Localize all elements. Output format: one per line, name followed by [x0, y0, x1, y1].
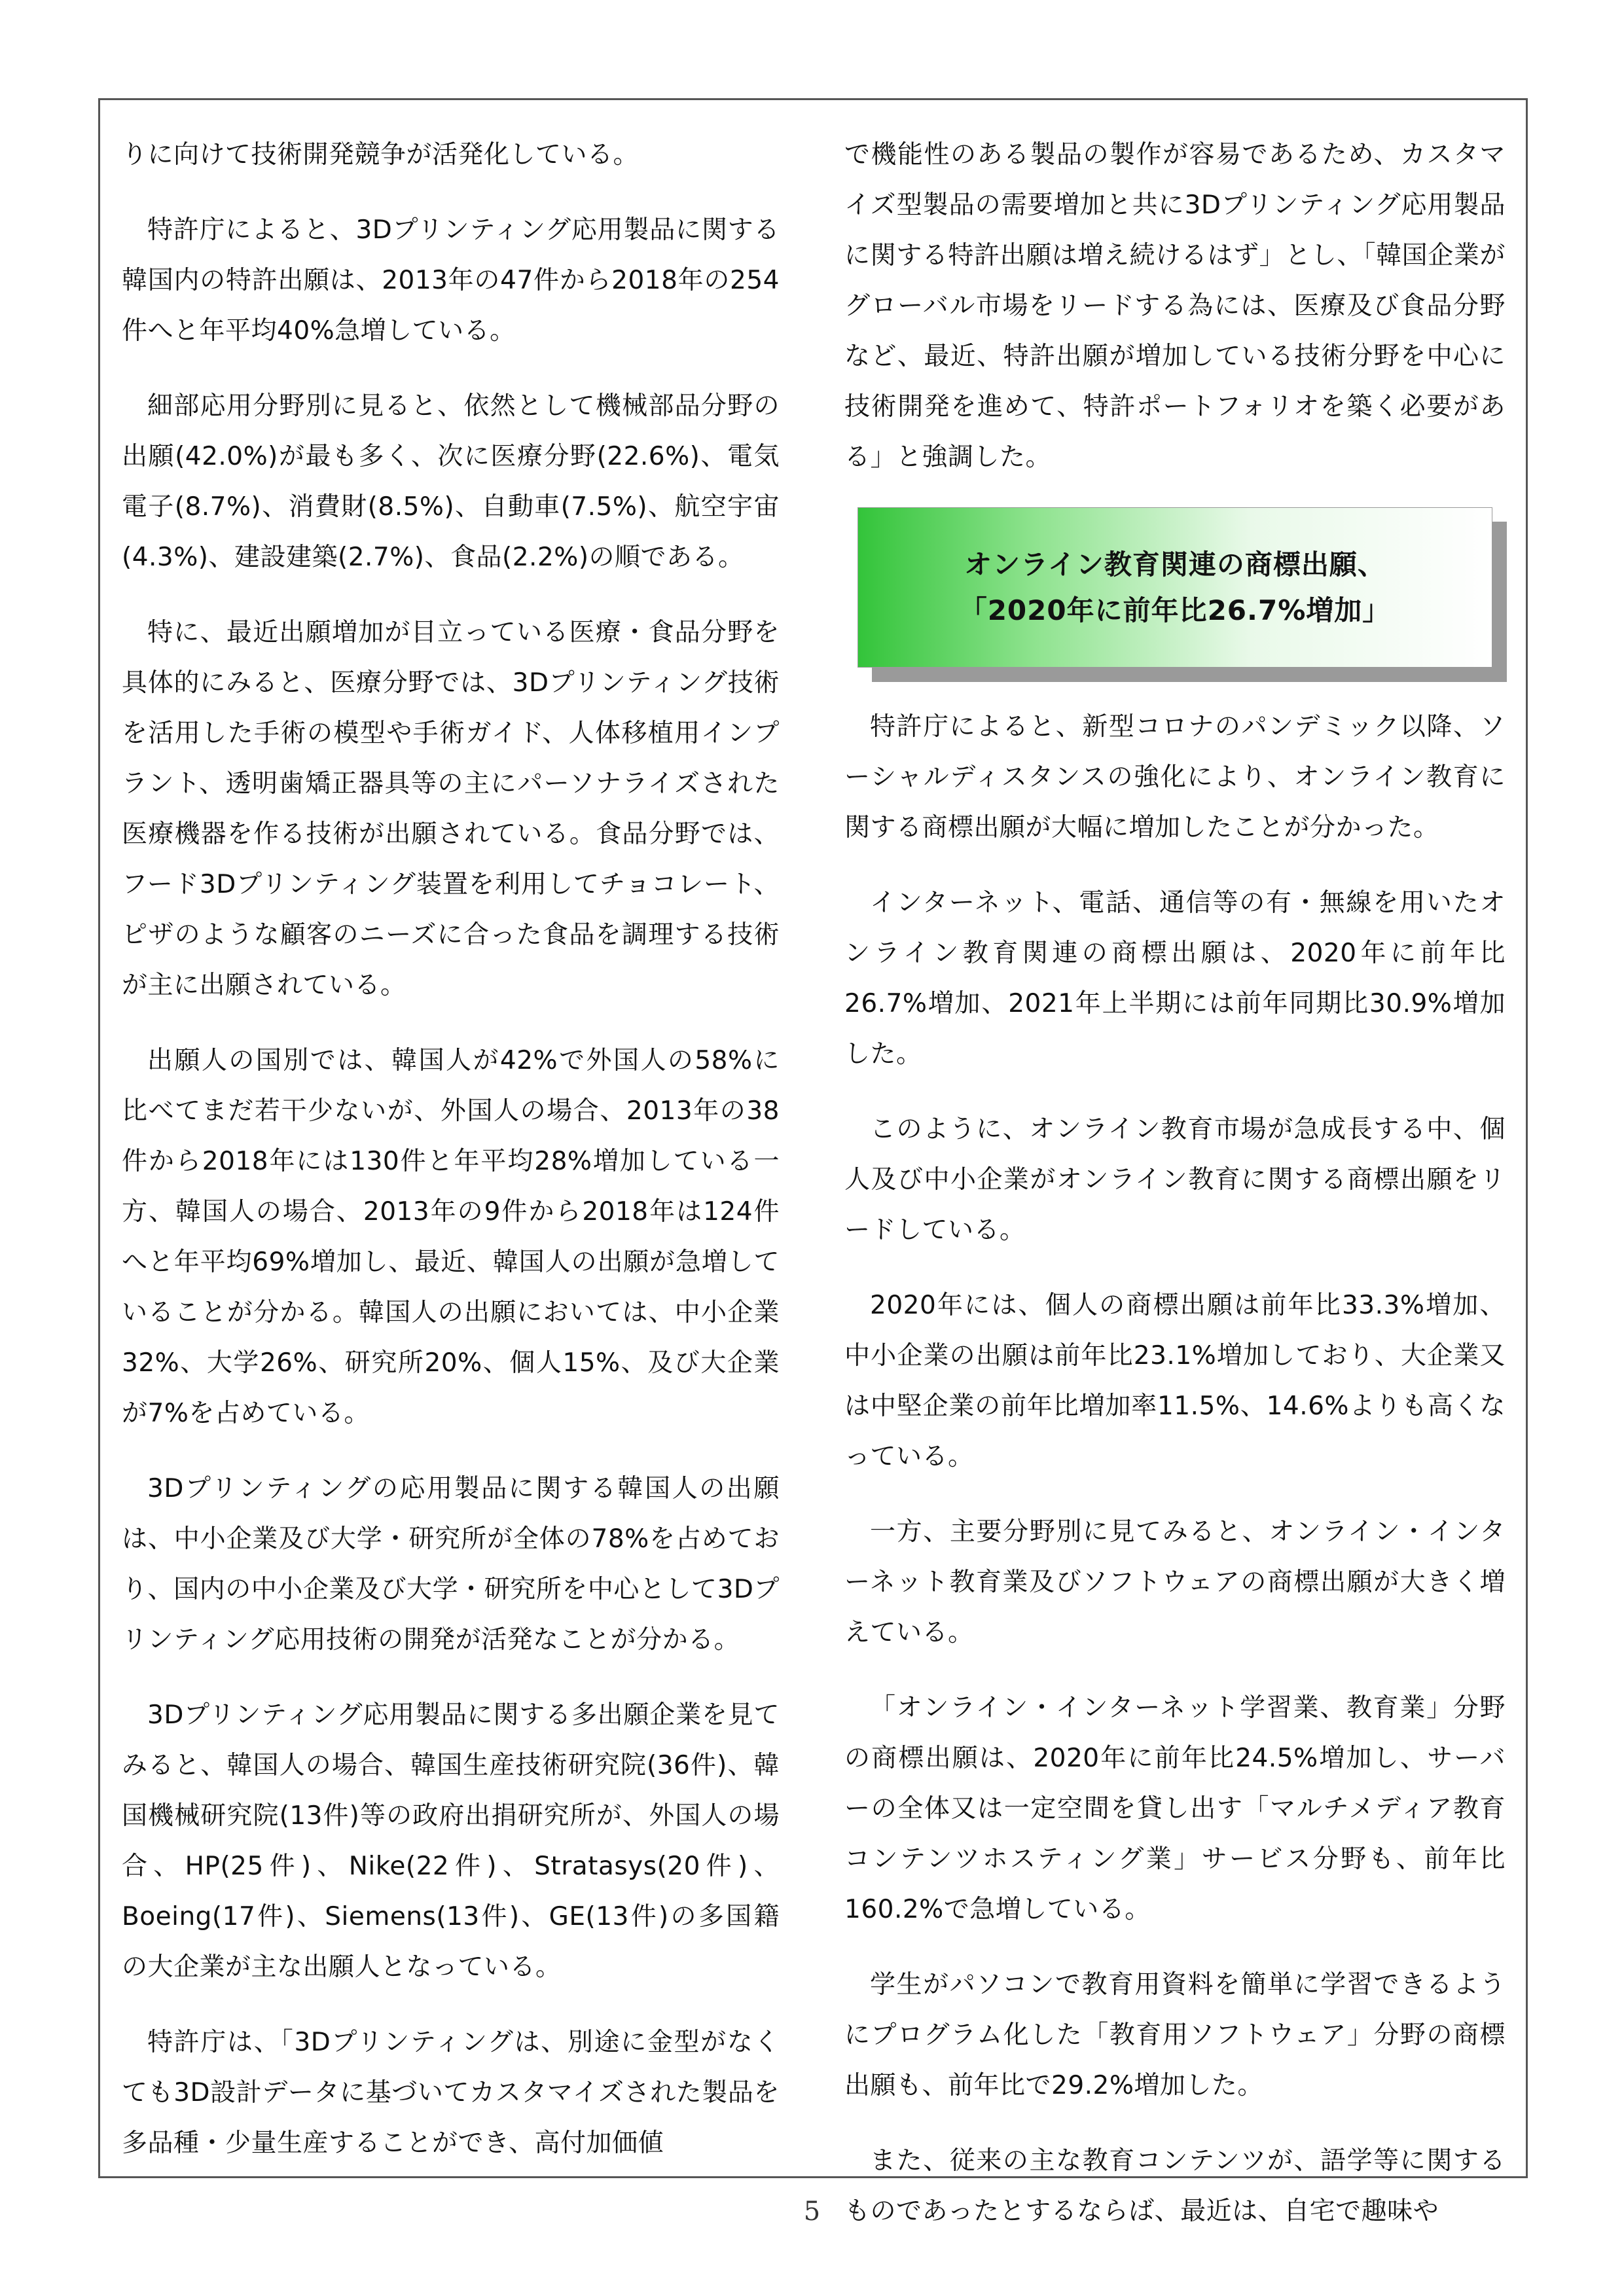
paragraph: 2020年には、個人の商標出願は前年比33.3%増加、中小企業の出願は前年比23.1%増加しており、大企業又は中堅企業の前年比増加率11.5%、14.6%よりも高くなっている。 [844, 1291, 1506, 1471]
paragraph: りに向けて技術開発競争が活発化している。 [122, 140, 640, 170]
page-number: 5 [803, 2197, 821, 2227]
paragraph: インターネット、電話、通信等の有・無線を用いたオンライン教育関連の商標出願は、2020年に前年比26.7%増加、2021年上半期には前年同期比30.9%増加した。 [844, 888, 1506, 1069]
section-heading [857, 507, 1492, 668]
paragraph: 特許庁によると、3Dプリンティング応用製品に関する韓国内の特許出願は、2013年の47件から2018年の254件へと年平均40%急増している。 [122, 215, 780, 346]
left-column [122, 130, 780, 2193]
heading-title-line-2: 「2020年に前年比26.7%増加」 [959, 594, 1391, 626]
paragraph: 出願人の国別では、韓国人が42%で外国人の58%に比べてまだ若干少ないが、外国人の場合、2013年の38件から2018年には130件と年平均28%増加している一方、韓国人の場合、2013年の9件から2018年は124件へと年平均69%増加し、最近、韓国人の出願が急増していることが分かる。韓国人の出願においては、中小企業32%、大学26%、研究所20%、個人15%、及び大企業が7%を占めている。 [122, 1046, 780, 1428]
paragraph: 細部応用分野別に見ると、依然として機械部品分野の出願(42.0%)が最も多く、次に医療分野(22.6%)、電気電子(8.7%)、消費財(8.5%)、自動車(7.5%)、航空宇宙(4.3%)、建設建築(2.7%)、食品(2.2%)の順である。 [122, 391, 780, 572]
paragraph: で機能性のある製品の製作が容易であるため、カスタマイズ型製品の需要増加と共に3Dプリンティング応用製品に関する特許出願は増え続けるはず」とし、「韓国企業がグローバル市場をリードする為には、医療及び食品分野など、最近、特許出願が増加している技術分野を中心に技術開発を進めて、特許ポートフォリオを築く必要がある」と強調した。 [844, 140, 1506, 472]
paragraph: 学生がパソコンで教育用資料を簡単に学習できるようにプログラム化した「教育用ソフトウェア」分野の商標出願も、前年比で29.2%増加した。 [844, 1970, 1506, 2100]
paragraph: 特許庁は、「3Dプリンティングは、別途に金型がなくても3D設計データに基づいてカスタマイズされた製品を多品種・少量生産することができ、高付加価値 [122, 2028, 780, 2158]
heading-title-line-1: オンライン教育関連の商標出願、 [964, 548, 1386, 581]
page-frame [98, 98, 1528, 2226]
paragraph: 特許庁によると、新型コロナのパンデミック以降、ソーシャルディスタンスの強化により、オンライン教育に関する商標出願が大幅に増加したことが分かった。 [844, 712, 1506, 842]
paragraph: このように、オンライン教育市場が急成長する中、個人及び中小企業がオンライン教育に関する商標出願をリードしている。 [844, 1115, 1506, 1245]
paragraph: 3Dプリンティング応用製品に関する多出願企業を見てみると、韓国人の場合、韓国生産技術研究院(36件)、韓国機械研究院(13件)等の政府出捐研究所が、外国人の場合、HP(25件)、Nike(22件)、Stratasys(20件)、Boeing(17件)、Siemens(13件)、GE(13件)の多国籍の大企業が主な出願人となっている。 [122, 1700, 780, 1982]
paragraph: 特に、最近出願増加が目立っている医療・食品分野を具体的にみると、医療分野では、3Dプリンティング技術を活用した手術の模型や手術ガイド、人体移植用インプラント、透明歯矯正器具等の主にパーソナライズされた医療機器を作る技術が出願されている。食品分野では、フード3Dプリンティング装置を利用してチョコレート、ピザのような顧客のニーズに合った食品を調理する技術が主に出願されている。 [122, 618, 780, 1000]
right-column [844, 130, 1506, 2261]
paragraph: 3Dプリンティングの応用製品に関する韓国人の出願は、中小企業及び大学・研究所が全体の78%を占めており、国内の中小企業及び大学・研究所を中心として3Dプリンティング応用技術の開発が活発なことが分かる。 [122, 1474, 780, 1655]
paragraph: 一方、主要分野別に見てみると、オンライン・インターネット教育業及びソフトウェアの商標出願が大きく増えている。 [844, 1517, 1506, 1647]
heading-box [857, 507, 1492, 668]
paragraph: また、従来の主な教育コンテンツが、語学等に関するものであったとするならば、最近は、自宅で趣味や [844, 2146, 1506, 2226]
paragraph: 「オンライン・インターネット学習業、教育業」分野の商標出願は、2020年に前年比24.5%増加し、サーバーの全体又は一定空間を貸し出す「マルチメディア教育コンテンツホスティング業」サービス分野も、前年比160.2%で急増している。 [844, 1693, 1506, 1924]
